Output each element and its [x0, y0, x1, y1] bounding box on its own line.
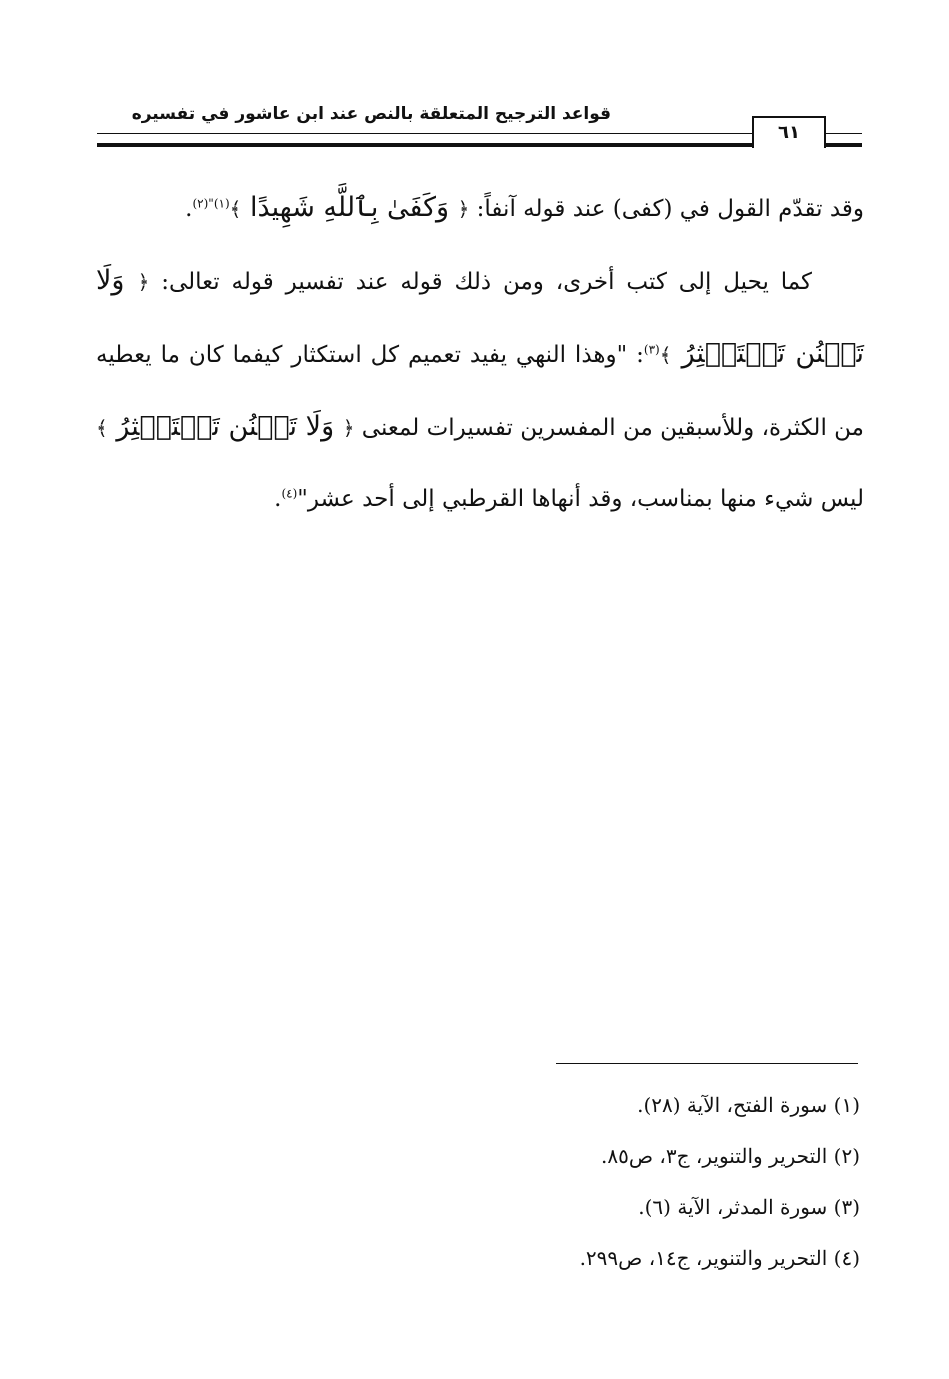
footnote-1: (١) سورة الفتح، الآية (٢٨). — [637, 1093, 860, 1117]
footnotes — [440, 1080, 860, 1284]
ornate-bracket-close: ﴾ — [659, 343, 672, 367]
ornate-bracket-open: ﴿ — [342, 416, 355, 440]
header-rule-thin — [97, 133, 862, 134]
quran-verse: وَلَا تَمۡنُن تَسۡتَكۡثِرُ — [107, 411, 343, 442]
footnote-separator — [556, 1063, 858, 1064]
header-rule-thick — [97, 143, 862, 147]
ornate-bracket-open: ﴿ — [457, 197, 470, 221]
paragraph-2-text-1: كما يحيل إلى كتب أخرى، ومن ذلك قوله عند تفسير قوله تعالى: — [149, 269, 812, 295]
footnote-2: (٢) التحرير والتنوير، ج٣، ص٨٥. — [601, 1144, 860, 1168]
header-title: قواعد الترجيح المتعلقة بالنص عند ابن عاشور في تفسيره — [131, 104, 611, 124]
footnote-3: (٣) سورة المدثر، الآية (٦). — [638, 1195, 860, 1219]
paragraph-2 — [96, 245, 864, 535]
paragraph-1 — [96, 172, 864, 245]
body-text — [96, 172, 864, 535]
quran-verse: وَلَا تَمۡنُن تَسۡتَكۡثِرُ — [96, 265, 864, 369]
footnote-ref: (٣) — [643, 342, 660, 357]
footnote-ref: (١)"(٢) — [192, 196, 230, 211]
paragraph-1-end: . — [185, 196, 193, 222]
ornate-bracket-open: ﴿ — [137, 270, 150, 294]
ornate-bracket-close: ﴾ — [229, 197, 242, 221]
quran-verse: وَكَفَىٰ بِٱللَّهِ شَهِيدًا — [241, 192, 458, 223]
ornate-bracket-close: ﴾ — [96, 416, 108, 440]
page-number: ٦١ — [752, 116, 826, 148]
footnote-ref: (٤) — [281, 486, 298, 501]
footnote-4: (٤) التحرير والتنوير، ج١٤، ص٢٩٩. — [579, 1246, 860, 1270]
paragraph-2-end: . — [274, 486, 282, 512]
paragraph-2-text-2: : "وهذا النهي يفيد تعميم كل استكثار كيفما كان ما يعطيه من الكثرة، وللأسبقين من المفسرين تفسيرات لمعنى — [96, 342, 864, 441]
paragraph-2-text-3: ليس شيء منها بمناسب، وقد أنهاها القرطبي إلى أحد عشر" — [297, 486, 864, 512]
paragraph-1-text: وقد تقدّم القول في (كفى) عند قوله آنفاً: — [469, 196, 864, 222]
